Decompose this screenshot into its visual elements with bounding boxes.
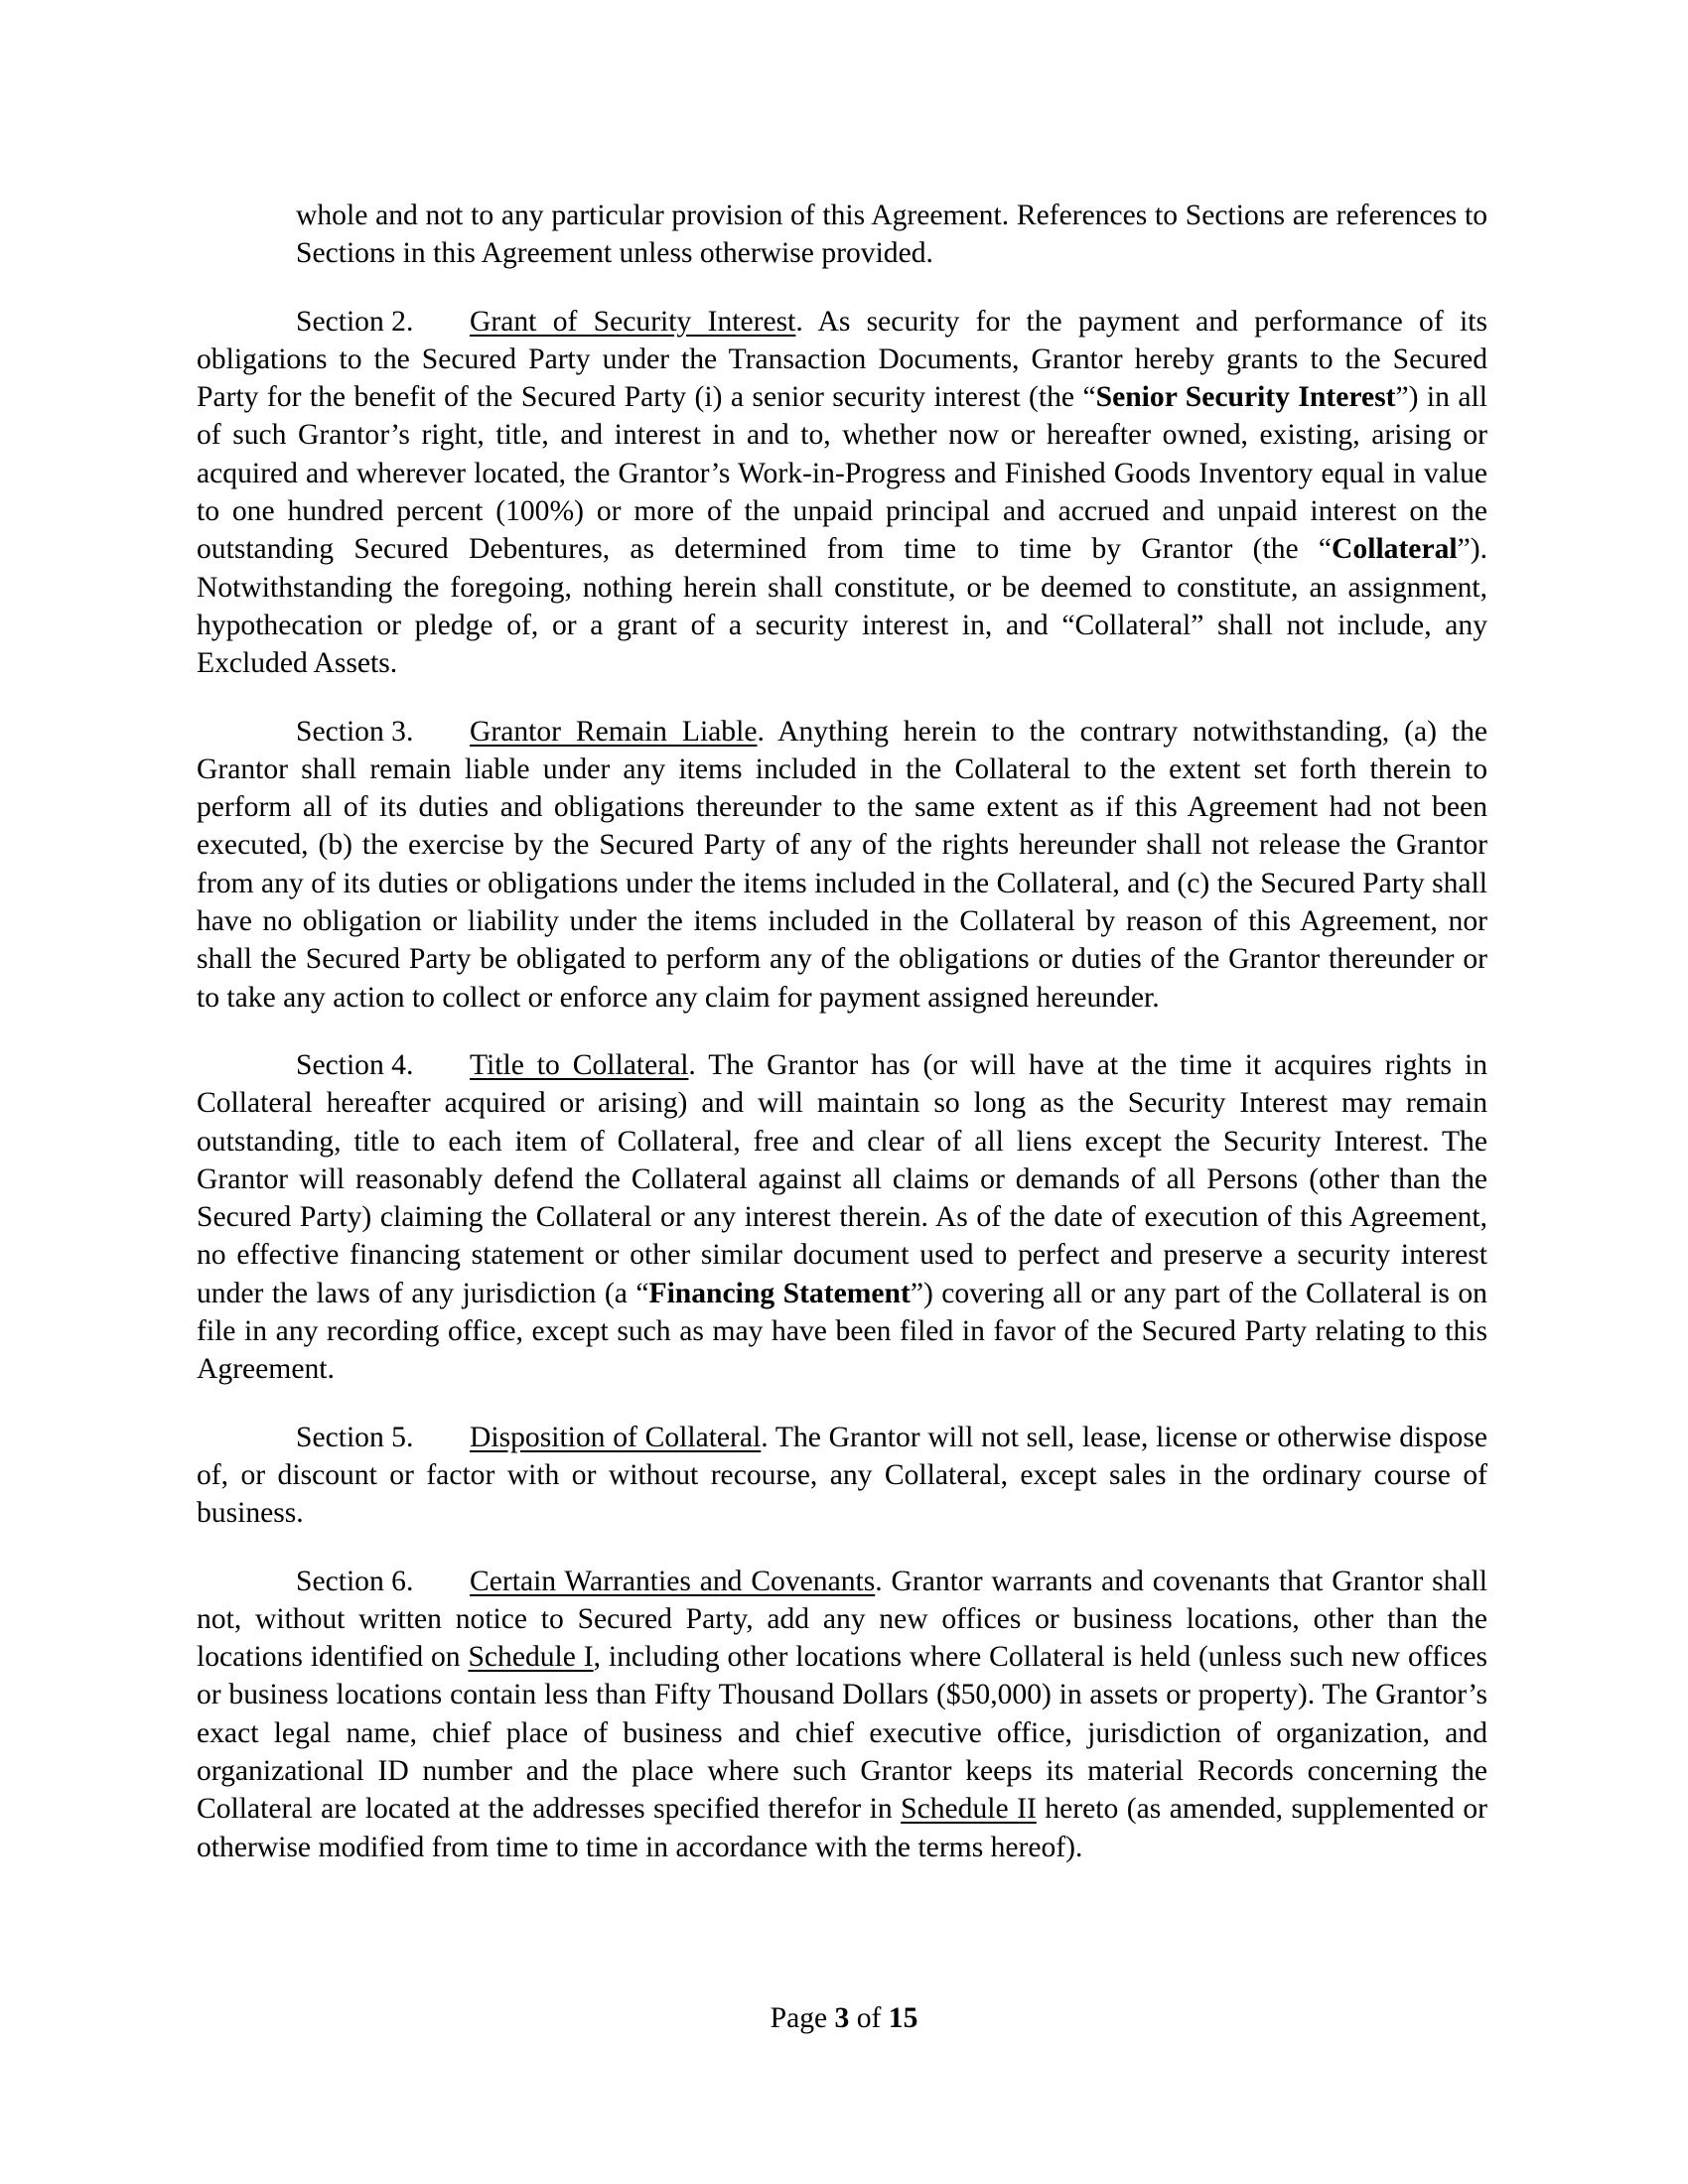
section-heading: Disposition of Collateral bbox=[470, 1421, 762, 1453]
section-number: Section 5. bbox=[296, 1421, 414, 1453]
page-label: Page bbox=[770, 2002, 835, 2034]
section-5-paragraph: Section 5. Disposition of Collateral. The Grantor will not sell, lease, license or otherwise dispose of, or discount or factor with or without recourse, any Collateral, except sales in the ordinary course of business. bbox=[197, 1419, 1487, 1533]
section-heading: Title to Collateral bbox=[470, 1048, 689, 1081]
page-separator: of bbox=[849, 2002, 889, 2034]
section-text: hereto (as amended, supplemented or otherwise modified from time to time in accordance with the terms hereof). bbox=[197, 1793, 1487, 1863]
continuation-paragraph: whole and not to any particular provision of this Agreement. References to Sections are references to Sections in this Agreement unless otherwise provided. bbox=[296, 200, 1487, 270]
section-text: ”) in all of such Grantor’s right, title, and interest in and to, whether now or hereafter owned, existing, arising or acquired and wherever located, the Grantor’s Work-in-Progress and Finished Goods Inventory equal in value to one hundred percent (100%) or more of the unpaid principal and accrued and unpaid interest on the outstanding Secured Debentures, as determined from time to time by Grantor (the “ bbox=[197, 381, 1487, 566]
total-page-count: 15 bbox=[888, 2002, 918, 2034]
section-text: As security for the payment and performance of its obligations to the Secured Party under the Transaction Documents, Grantor hereby grants to the Secured Party for the benefit of the Secured Party (i) a senior security interest (the “ bbox=[197, 305, 1487, 414]
section-heading: Grant of Security Interest bbox=[470, 305, 796, 338]
section-text: The Grantor will not sell, lease, license or otherwise dispose of, or discount or factor with or without recourse, any Collateral, except sales in the ordinary course of business. bbox=[197, 1421, 1487, 1530]
schedule-reference: Schedule I bbox=[468, 1641, 594, 1674]
section-number: Section 6. bbox=[296, 1565, 414, 1597]
section-6-paragraph: Section 6. Certain Warranties and Covenants. Grantor warrants and covenants that Grantor shall not, without written notice to Secured Party, add any new offices or business locations, other than the locations identified on Schedule I, including other locations where Collateral is held (unless such new offices or business locations contain less than Fifty Thousand Dollars ($50,000) in assets or property). The Grantor’s exact legal name, chief place of business and chief executive office, jurisdiction of organization, and organizational ID number and the place where such Grantor keeps its material Records concerning the Collateral are located at the addresses specified therefor in Schedule II hereto (as amended, supplemented or otherwise modified from time to time in accordance with the terms hereof). bbox=[197, 1563, 1487, 1866]
section-heading: Certain Warranties and Covenants bbox=[470, 1565, 876, 1597]
section-number: Section 3. bbox=[296, 715, 414, 748]
section-text: Anything herein to the contrary notwithstanding, (a) the Grantor shall remain liable under any items included in the Collateral to the extent set forth therein to perform all of its duties and obligations thereunder to the same extent as if this Agreement had not been executed, (b) the exercise by the Secured Party of any of the rights hereunder shall not release the Grantor from any of its duties or obligations under the items included in the Collateral, and (c) the Secured Party shall have no obligation or liability under the items included in the Collateral by reason of this Agreement, nor shall the Secured Party be obligated to perform any of the obligations or duties of the Grantor thereunder or to take any action to collect or enforce any claim for payment assigned hereunder. bbox=[197, 715, 1488, 1014]
current-page-number: 3 bbox=[834, 2002, 850, 2034]
defined-term: Senior Security Interest bbox=[1095, 381, 1396, 414]
section-number: Section 4. bbox=[296, 1048, 414, 1081]
schedule-reference: Schedule II bbox=[901, 1793, 1037, 1826]
defined-term: Financing Statement bbox=[648, 1277, 911, 1309]
section-heading: Grantor Remain Liable bbox=[470, 715, 758, 748]
section-3-paragraph: Section 3. Grantor Remain Liable. Anything herein to the contrary notwithstanding, (a) the Grantor shall remain liable under any items included in the Collateral to the extent set forth therein to perform all of its duties and obligations thereunder to the same extent as if this Agreement had not been executed, (b) the exercise by the Secured Party of any of the rights hereunder shall not release the Grantor from any of its duties or obligations under the items included in the Collateral, and (c) the Secured Party shall have no obligation or liability under the items included in the Collateral by reason of this Agreement, nor shall the Secured Party be obligated to perform any of the obligations or duties of the Grantor thereunder or to take any action to collect or enforce any claim for payment assigned hereunder. bbox=[197, 713, 1487, 1017]
page-footer bbox=[0, 2002, 1688, 2035]
document-body bbox=[197, 197, 1487, 1866]
section-text: , including other locations where Collateral is held (unless such new offices or business locations contain less than Fifty Thousand Dollars ($50,000) in assets or property). The Grantor’s exact legal name, chief place of business and chief executive office, jurisdiction of organization, and organizational ID number and the place where such Grantor keeps its material Records concerning the Collateral are located at the addresses specified therefor in bbox=[197, 1641, 1487, 1826]
section-text: ”). Notwithstanding the foregoing, nothing herein shall constitute, or be deemed to constitute, an assignment, hypothecation or pledge of, or a grant of a security interest in, and “Collateral” shall not include, any Excluded Assets. bbox=[197, 533, 1487, 680]
section-2-paragraph: Section 2. Grant of Security Interest. As security for the payment and performance of its obligations to the Secured Party under the Transaction Documents, Grantor hereby grants to the Secured Party for the benefit of the Secured Party (i) a senior security interest (the “Senior Security Interest”) in all of such Grantor’s right, title, and interest in and to, whether now or hereafter owned, existing, arising or acquired and wherever located, the Grantor’s Work-in-Progress and Finished Goods Inventory equal in value to one hundred percent (100%) or more of the unpaid principal and accrued and unpaid interest on the outstanding Secured Debentures, as determined from time to time by Grantor (the “Collateral”). Notwithstanding the foregoing, nothing herein shall constitute, or be deemed to constitute, an assignment, hypothecation or pledge of, or a grant of a security interest in, and “Collateral” shall not include, any Excluded Assets. bbox=[197, 303, 1487, 683]
defined-term: Collateral bbox=[1332, 533, 1458, 566]
section-text: The Grantor has (or will have at the time it acquires rights in Collateral hereafter acquired or arising) and will maintain so long as the Security Interest may remain outstanding, title to each item of Collateral, free and clear of all liens except the Security Interest. The Grantor will reasonably defend the Collateral against all claims or demands of all Persons (other than the Secured Party) claiming the Collateral or any interest therein. As of the date of execution of this Agreement, no effective financing statement or other similar document used to perfect and preserve a security interest under the laws of any jurisdiction (a “ bbox=[197, 1048, 1487, 1309]
section-number: Section 2. bbox=[296, 305, 414, 338]
section-text: Grantor warrants and covenants that Grantor shall not, without written notice to Secured Party, add any new offices or business locations, other than the locations identified on bbox=[197, 1565, 1487, 1674]
section-4-paragraph: Section 4. Title to Collateral. The Grantor has (or will have at the time it acquires rights in Collateral hereafter acquired or arising) and will maintain so long as the Security Interest may remain outstanding, title to each item of Collateral, free and clear of all liens except the Security Interest. The Grantor will reasonably defend the Collateral against all claims or demands of all Persons (other than the Secured Party) claiming the Collateral or any interest therein. As of the date of execution of this Agreement, no effective financing statement or other similar document used to perfect and preserve a security interest under the laws of any jurisdiction (a “Financing Statement”) covering all or any part of the Collateral is on file in any recording office, except such as may have been filed in favor of the Secured Party relating to this Agreement. bbox=[197, 1046, 1487, 1389]
section-text: ”) covering all or any part of the Collateral is on file in any recording office, except such as may have been filed in favor of the Secured Party relating to this Agreement. bbox=[197, 1277, 1487, 1386]
